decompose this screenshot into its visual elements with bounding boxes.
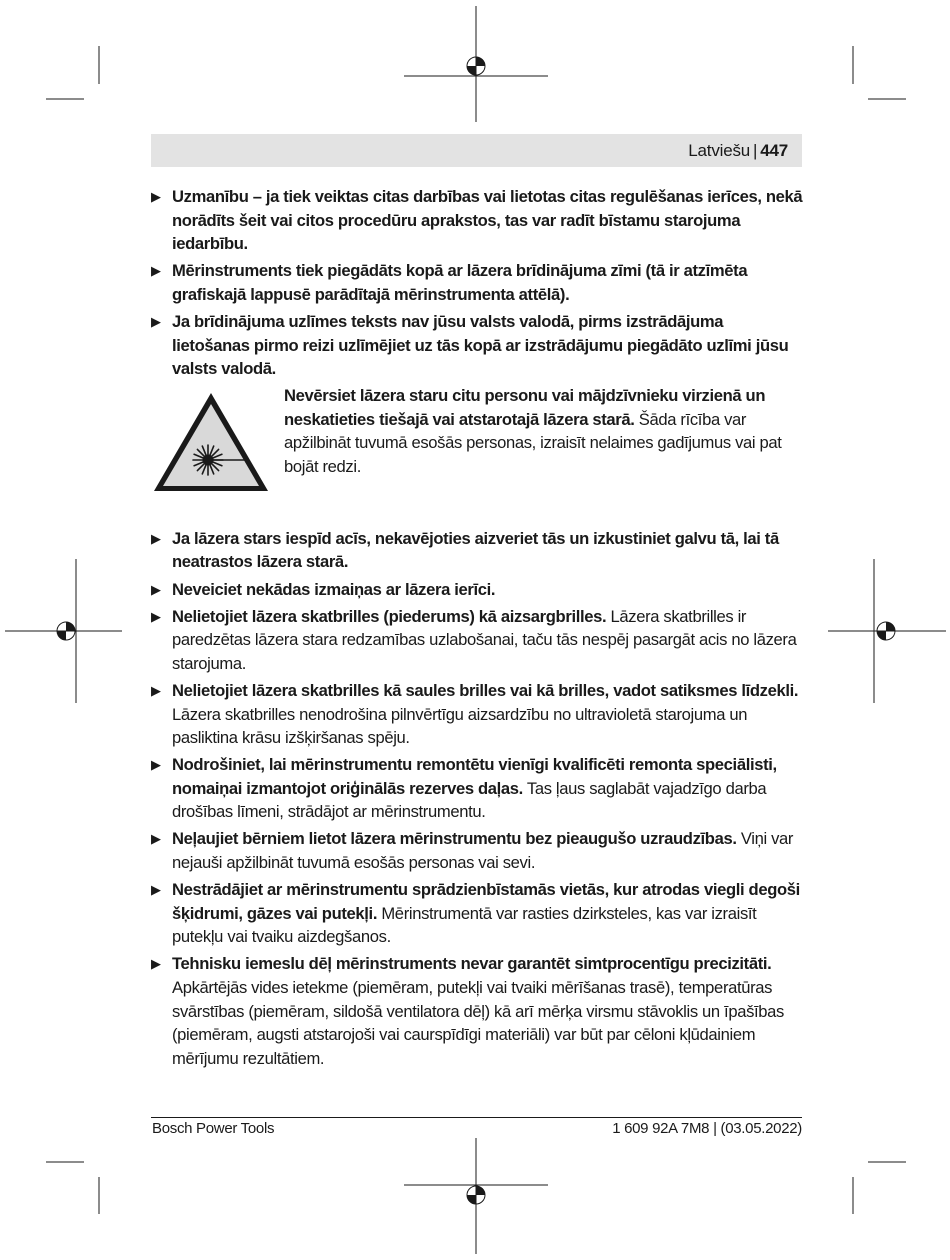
bullet-icon: ▶ — [151, 831, 161, 847]
item-normal-text: Viņi var nejauši apžilbināt tuvumā esošās personas vai sevi. — [172, 829, 794, 873]
bullet-icon: ▶ — [151, 581, 161, 597]
item-text — [172, 310, 805, 381]
bullet-icon: ▶ — [151, 608, 161, 624]
bullet-icon: ▶ — [151, 757, 161, 773]
item-normal-text: Lāzera skatbrilles nenodrošina pilnvērtīgu aizsardzību no ultravioletā starojuma un pasliktina krāsu izšķiršanas spēju. — [172, 704, 748, 748]
footer-divider — [151, 1117, 802, 1118]
list-item — [151, 259, 805, 306]
safety-instructions — [151, 185, 805, 1074]
bullet-icon: ▶ — [151, 682, 161, 698]
item-bold-text: Mērinstruments tiek piegādāts kopā ar lāzera brīdinājuma zīmi (tā ir atzīmēta grafiskajā lappusē parādītajā mērinstrumenta attēlā). — [172, 261, 748, 304]
item-normal-text: Tas ļaus saglabāt vajadzīgo darba drošības līmeni, strādājot ar mērinstrumentu. — [172, 778, 767, 822]
item-bold-text: Neveiciet nekādas izmaiņas ar lāzera ierīci. — [172, 579, 496, 599]
list-item — [151, 679, 805, 750]
item-bold-text: Uzmanību – ja tiek veiktas citas darbības vai lietotas citas regulēšanas ierīces, nekā norādīts šeit vai citos procedūru aprakstos, tas var radīt bīstamu starojuma iedarbību. — [172, 187, 803, 254]
bullet-icon: ▶ — [151, 882, 161, 898]
item-text — [172, 878, 805, 949]
page-header — [151, 134, 802, 167]
item-bold-text: Ja lāzera stars iespīd acīs, nekavējoties aizveriet tās un izkustiniet galvu tā, lai tā neatrastos lāzera starā. — [172, 528, 779, 572]
item-bold-text: Nelietojiet lāzera skatbrilles (piederums) kā aizsargbrilles. — [172, 606, 607, 626]
bullet-icon: ▶ — [151, 263, 161, 279]
header-text — [688, 141, 788, 161]
list-item — [151, 878, 805, 949]
list-item — [151, 310, 805, 381]
page-number: 447 — [760, 141, 788, 160]
item-text — [172, 605, 805, 676]
bullet-icon: ▶ — [151, 313, 161, 329]
list-item — [151, 578, 805, 602]
item-normal-text: Apkārtējās vides ietekme (piemēram, putekļi vai tvaiki mērīšanas trasē), temperatūras svārstības (piemēram, sildošā ventilatora dēļ) kā arī mērķa virsmu stāvoklis un īpašības (piemēram, augsti atstarojoši vai caurspīdīgi materiāli) var būt par cēloni kļūdainiem mērījumu rezultātiem. — [172, 978, 784, 1068]
item-text — [172, 952, 805, 1070]
list-item — [151, 185, 805, 256]
bullet-icon: ▶ — [151, 956, 161, 972]
footer-doc-number: 1 609 92A 7M8 | (03.05.2022) — [612, 1120, 802, 1137]
header-language: Latviešu — [688, 141, 751, 160]
list-item — [151, 827, 805, 874]
item-bold-text: Nestrādājiet ar mērinstrumentu sprādzienbīstamās vietās, kur atrodas viegli degoši šķidrumi, gāzes vai putekļi. — [172, 880, 800, 923]
list-item — [151, 527, 805, 574]
item-text — [172, 679, 805, 750]
bullet-icon: ▶ — [151, 189, 161, 204]
item-bold-text: Tehnisku iemeslu dēļ mērinstruments nevar garantēt simtprocentīgu precizitāti. — [172, 954, 772, 974]
list-item — [151, 605, 805, 676]
list-item — [151, 753, 805, 824]
laser-warning-icon — [151, 384, 284, 501]
item-normal-text: Mērinstrumentā var rasties dzirksteles, kas var izraisīt putekļu vai tvaiku aizdegšanos. — [172, 903, 757, 947]
item-bold-text: Nodrošiniet, lai mērinstrumentu remontētu vienīgi kvalificēti remonta speciālisti, nomaiņai izmantojot oriģinālās rezerves daļas. — [172, 755, 777, 798]
item-bold-text: Nelietojiet lāzera skatbrilles kā saules brilles vai kā brilles, vadot satiksmes līdzekli. — [172, 680, 799, 700]
item-text — [172, 753, 805, 824]
item-text — [172, 527, 805, 574]
item-text — [172, 578, 805, 602]
warning-normal-text: Šāda rīcība var apžilbināt tuvumā esošās personas, izraisīt nelaimes gadījumus vai pat bojāt redzi. — [284, 409, 782, 477]
header-separator: | — [753, 141, 758, 160]
bullet-icon: ▶ — [151, 530, 161, 546]
item-normal-text: Lāzera skatbrilles ir paredzētas lāzera stara redzamības uzlabošanai, taču tās nespēj pasargāt acis no lāzera starojuma. — [172, 606, 797, 673]
footer-brand: Bosch Power Tools — [152, 1120, 275, 1137]
item-text — [172, 827, 805, 874]
laser-warning-block — [151, 384, 805, 501]
warning-bold-text: Nevērsiet lāzera staru citu personu vai mājdzīvnieku virzienā un neskatieties tiešajā vai atstarotajā lāzera starā. — [284, 386, 766, 429]
item-text — [172, 185, 805, 256]
laser-warning-text — [284, 384, 805, 478]
item-bold-text: Ja brīdinājuma uzlīmes teksts nav jūsu valsts valodā, pirms izstrādājuma lietošanas pirmo reizi uzlīmējiet uz tās kopā ar izstrādājumu piegādāto uzlīmi jūsu valsts valodā. — [172, 311, 789, 379]
item-text — [172, 259, 805, 306]
list-item — [151, 952, 805, 1070]
item-bold-text: Neļaujiet bērniem lietot lāzera mērinstrumentu bez pieaugušo uzraudzības. — [172, 829, 737, 849]
